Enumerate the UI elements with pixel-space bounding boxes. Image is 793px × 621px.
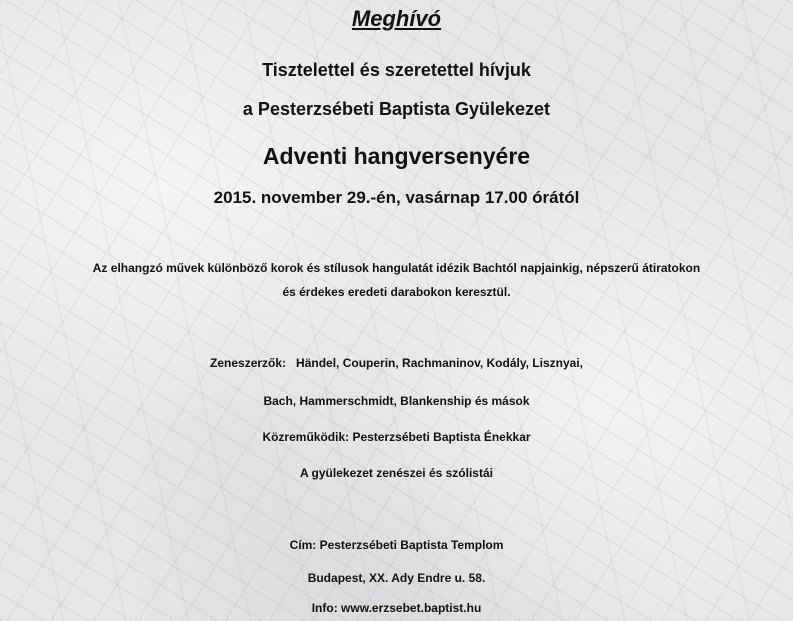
invitation-line-2: a Pesterzsébeti Baptista Gyülekezet: [242, 99, 551, 119]
composers-line-1: Zeneszerzők: Händel, Couperin, Rachmaninov, Kodály, Lisznyai,: [210, 356, 583, 370]
invitation-title: Meghívó: [351, 6, 442, 31]
address-line-1: Cím: Pesterzsébeti Baptista Templom: [289, 538, 504, 552]
event-date: 2015. november 29.-én, vasárnap 17.00 órától: [213, 188, 580, 207]
performers-line-1: Közreműködik: Pesterzsébeti Baptista Énekkar: [262, 430, 531, 444]
performers-line-2: A gyülekezet zenészei és szólistái: [300, 466, 493, 480]
invitation-line-1: Tisztelettel és szeretettel hívjuk: [262, 60, 531, 80]
event-name: Adventi hangversenyére: [262, 143, 531, 169]
address-line-2: Budapest, XX. Ady Endre u. 58.: [307, 571, 486, 585]
description-line-2: és érdekes eredeti darabokon keresztül.: [282, 285, 511, 299]
composers-line-2: Bach, Hammerschmidt, Blankenship és mások: [263, 394, 530, 408]
info-website: Info: www.erzsebet.baptist.hu: [311, 601, 482, 615]
description-line-1: Az elhangzó művek különböző korok és stílusok hangulatát idézik Bachtól napjainkig, népszerű átiratokon: [92, 261, 701, 275]
